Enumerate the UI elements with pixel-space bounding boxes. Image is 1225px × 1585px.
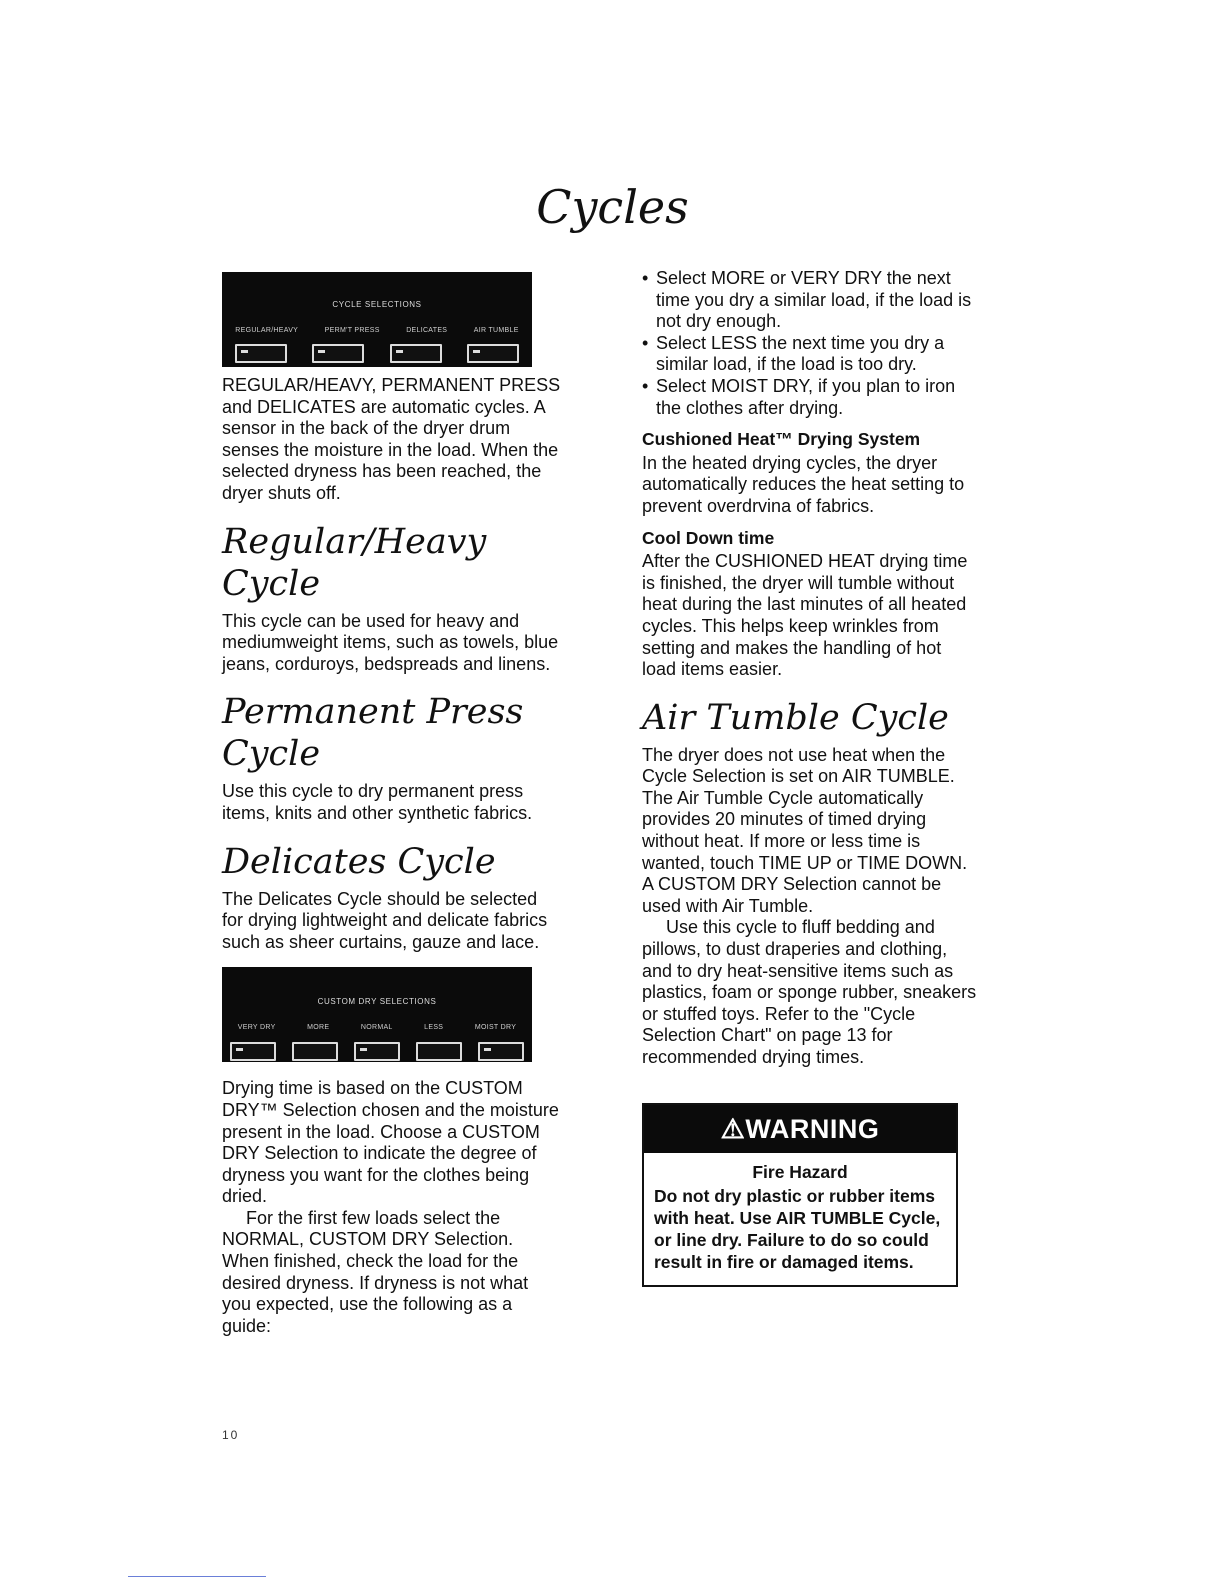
less-button bbox=[416, 1042, 462, 1061]
indicator-light-icon bbox=[473, 350, 480, 353]
permanent-press-text: Use this cycle to dry permanent press items, knits and other synthetic fabrics. bbox=[222, 781, 533, 823]
air-tumble-text: The dryer does not use heat when the Cycle Selection is set on AIR TUMBLE. The Air Tumble Cycle automatically provides 20 minutes of timed drying without heat. If more or less time is wanted, touch TIME UP or TIME DOWN. A CUSTOM DRY Selection cannot be used with Air Tumble. bbox=[642, 744, 968, 916]
page-number: 10 bbox=[222, 1428, 240, 1442]
right-column bbox=[642, 268, 977, 1287]
cycle-label-permanent-press: PERM'T PRESS bbox=[324, 326, 380, 334]
permanent-press-button bbox=[312, 344, 364, 363]
left-column bbox=[222, 272, 562, 1337]
cycle-panel-title: CYCLE SELECTIONS bbox=[332, 300, 422, 309]
dryness-guide-list bbox=[642, 268, 977, 419]
indicator-light-icon bbox=[236, 1048, 243, 1051]
drying-time-paragraph: Drying time is based on the CUSTOM DRY™ Selection chosen and the moisture present in the load. Choose a CUSTOM DRY Selection to indicate the degree of dryness you want for the clothes being dried. bbox=[222, 1078, 559, 1207]
air-tumble-button bbox=[467, 344, 519, 363]
warning-subtitle: Fire Hazard bbox=[752, 1161, 848, 1182]
warning-box bbox=[642, 1103, 958, 1287]
more-button bbox=[292, 1042, 338, 1061]
delicates-button bbox=[390, 344, 442, 363]
regular-heavy-heading: Regular/Heavy Cycle bbox=[222, 521, 487, 604]
indicator-light-icon bbox=[484, 1048, 491, 1051]
warning-body bbox=[644, 1153, 956, 1285]
custom-label-more: MORE bbox=[307, 1023, 330, 1031]
cycle-label-delicates: DELICATES bbox=[406, 326, 448, 334]
very-dry-button bbox=[230, 1042, 276, 1061]
custom-label-less: LESS bbox=[424, 1023, 444, 1031]
air-tumble-heading: Air Tumble Cycle bbox=[642, 697, 949, 738]
list-item: • Select MOIST DRY, if you plan to iron the clothes after drying. bbox=[642, 376, 977, 419]
cycle-label-regular-heavy: REGULAR/HEAVY bbox=[235, 326, 299, 334]
custom-label-very-dry: VERY DRY bbox=[237, 1023, 276, 1031]
warning-header: ⚠WARNING bbox=[644, 1105, 956, 1153]
indicator-light-icon bbox=[396, 350, 403, 353]
page-title: Cycles bbox=[536, 180, 689, 234]
custom-panel-title: CUSTOM DRY SELECTIONS bbox=[317, 997, 437, 1007]
custom-label-moist-dry: MOIST DRY bbox=[474, 1023, 517, 1031]
cool-down-text: After the CUSHIONED HEAT drying time is finished, the dryer will tumble without heat during the last minutes of all heated cycles. This helps keep wrinkles from setting and makes the handling of hot load items easier. bbox=[642, 551, 968, 680]
delicates-heading: Delicates Cycle bbox=[222, 841, 496, 882]
moist-dry-button bbox=[478, 1042, 524, 1061]
indicator-light-icon bbox=[318, 350, 325, 353]
bottom-divider bbox=[128, 1576, 266, 1577]
list-item: • Select MORE or VERY DRY the next time you dry a similar load, if the load is not dry enough. bbox=[642, 268, 977, 333]
cycle-selections-panel bbox=[222, 272, 532, 367]
indicator-light-icon bbox=[241, 350, 248, 353]
indicator-light-icon bbox=[360, 1048, 367, 1051]
regular-heavy-text: This cycle can be used for heavy and mediumweight items, such as towels, blue jeans, corduroys, bedspreads and linens. bbox=[222, 610, 559, 674]
cushioned-heat-text: In the heated drying cycles, the dryer automatically reduces the heat setting to prevent overdrvina of fabrics. bbox=[642, 452, 965, 516]
list-item: • Select LESS the next time you dry a similar load, if the load is too dry. bbox=[642, 333, 977, 376]
warning-text: Do not dry plastic or rubber items with heat. Use AIR TUMBLE Cycle, or line dry. Failure to do so could result in fire or damaged items. bbox=[654, 1185, 941, 1272]
first-loads-paragraph: For the first few loads select the NORMAL, CUSTOM DRY Selection. When finished, check the load for the desired dryness. If dryness is not what you expected, use the following as a guide: bbox=[222, 1207, 529, 1336]
regular-heavy-button bbox=[235, 344, 287, 363]
permanent-press-heading: Permanent Press Cycle bbox=[222, 692, 524, 775]
cycle-label-air-tumble: AIR TUMBLE bbox=[473, 326, 519, 334]
normal-button bbox=[354, 1042, 400, 1061]
cushioned-heat-heading: Cushioned Heat™ Drying System bbox=[642, 429, 921, 450]
custom-dry-selections-panel bbox=[222, 967, 532, 1062]
custom-label-normal: NORMAL bbox=[360, 1023, 393, 1031]
cool-down-heading: Cool Down time bbox=[642, 527, 775, 548]
air-tumble-uses-text: Use this cycle to fluff bedding and pillows, to dust draperies and clothing, and to dry heat-sensitive items such as plastics, foam or sponge rubber, sneakers or stuffed toys. Refer to the "Cycle Selection Chart" on page 13 for recommended drying times. bbox=[642, 917, 977, 1067]
intro-paragraph: REGULAR/HEAVY, PERMANENT PRESS and DELICATES are automatic cycles. A sensor in the back of the dryer drum senses the moisture in the load. When the selected dryness has been reached, the dryer shuts off. bbox=[222, 375, 561, 503]
delicates-text: The Delicates Cycle should be selected for drying lightweight and delicate fabrics such as sheer curtains, gauze and lace. bbox=[222, 888, 548, 952]
